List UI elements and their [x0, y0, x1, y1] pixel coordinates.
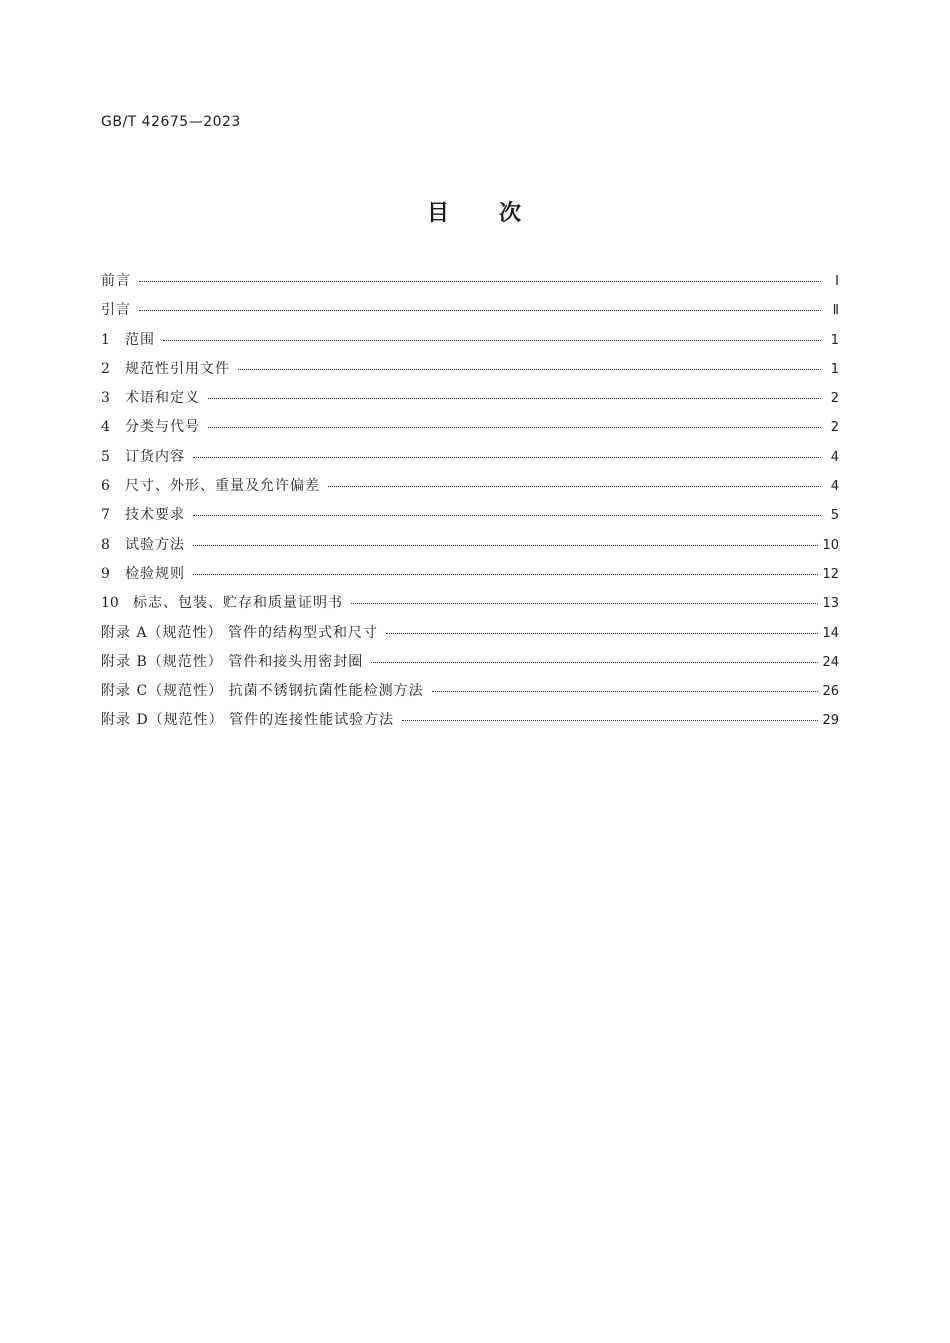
toc-entry[interactable]: [101, 416, 839, 445]
toc-entry-label: 附录 C（规范性） 抗菌不锈钢抗菌性能检测方法: [101, 683, 424, 700]
toc-entry-label: 附录 A（规范性） 管件的结构型式和尺寸: [101, 624, 379, 641]
toc-entry-page: 2: [830, 391, 839, 407]
toc-entry-page: 12: [822, 566, 839, 582]
toc-entry-label: 分类与代号: [125, 419, 200, 436]
toc-entry-number: 6: [101, 478, 110, 495]
toc-entry-number: 4: [101, 419, 110, 436]
toc-entry-page: 2: [830, 420, 839, 436]
toc-entry-page: 24: [822, 654, 839, 670]
toc-entry-page: 5: [830, 508, 839, 524]
toc-entry[interactable]: [101, 651, 839, 680]
toc-list: [101, 270, 839, 739]
dot-leader: [371, 661, 818, 663]
dot-leader: [193, 514, 821, 516]
toc-entry-label: 尺寸、外形、重量及允许偏差: [125, 478, 320, 495]
toc-entry-label: 引言: [101, 302, 131, 319]
toc-entry[interactable]: [101, 329, 839, 358]
standard-code: GB/T 42675—2023: [101, 114, 241, 130]
toc-entry-page: 26: [822, 684, 839, 700]
toc-entry-label: 试验方法: [125, 536, 185, 553]
toc-entry-page: 13: [822, 596, 839, 612]
toc-entry-number: 9: [101, 565, 110, 582]
dot-leader: [432, 690, 819, 692]
toc-entry-number: 8: [101, 536, 110, 553]
dot-leader: [328, 485, 821, 487]
toc-title-part2: 次: [499, 201, 524, 226]
toc-entry-label: 附录 D（规范性） 管件的连接性能试验方法: [101, 712, 395, 729]
toc-entry-page: 29: [822, 713, 839, 729]
toc-entry[interactable]: [101, 534, 839, 563]
toc-entry-label: 附录 B（规范性） 管件和接头用密封圈: [101, 653, 364, 670]
toc-entry[interactable]: [101, 358, 839, 387]
dot-leader: [139, 280, 821, 282]
toc-entry-page: 4: [830, 479, 839, 495]
dot-leader: [402, 719, 818, 721]
toc-entry-number: 3: [101, 390, 110, 407]
toc-entry[interactable]: [101, 504, 839, 533]
toc-entry[interactable]: [101, 680, 839, 709]
toc-entry-label: 标志、包装、贮存和质量证明书: [133, 595, 343, 612]
toc-entry[interactable]: [101, 709, 839, 738]
toc-entry-label: 检验规则: [125, 565, 185, 582]
toc-entry[interactable]: [101, 563, 839, 592]
toc-entry-number: 7: [101, 507, 110, 524]
toc-entry[interactable]: [101, 446, 839, 475]
toc-entry-number: 1: [101, 331, 110, 348]
dot-leader: [139, 309, 821, 311]
toc-entry-number: 10: [101, 595, 119, 612]
toc-entry-page: 1: [830, 332, 839, 348]
toc-entry-page: Ⅰ: [835, 274, 839, 289]
toc-entry-label: 技术要求: [125, 507, 185, 524]
toc-entry-label: 订货内容: [125, 448, 185, 465]
toc-entry[interactable]: [101, 270, 839, 299]
toc-entry[interactable]: [101, 387, 839, 416]
toc-title: [0, 196, 950, 227]
dot-leader: [193, 573, 818, 575]
toc-entry-page: 10: [822, 537, 839, 553]
toc-entry-label: 术语和定义: [125, 390, 200, 407]
dot-leader: [238, 368, 821, 370]
toc-entry[interactable]: [101, 592, 839, 621]
dot-leader: [351, 602, 818, 604]
dot-leader: [163, 339, 821, 341]
toc-entry-page: 1: [830, 361, 839, 377]
toc-title-part1: 目: [426, 201, 451, 226]
toc-entry-label: 范围: [125, 331, 155, 348]
toc-entry[interactable]: [101, 622, 839, 651]
toc-entry-number: 2: [101, 360, 110, 377]
toc-entry-page: Ⅱ: [832, 303, 839, 319]
dot-leader: [193, 456, 821, 458]
toc-entry-page: 4: [830, 449, 839, 465]
dot-leader: [208, 397, 821, 399]
dot-leader: [193, 544, 818, 546]
toc-entry[interactable]: [101, 475, 839, 504]
toc-entry-page: 14: [822, 625, 839, 641]
toc-entry[interactable]: [101, 299, 839, 328]
dot-leader: [386, 632, 818, 634]
toc-entry-number: 5: [101, 448, 110, 465]
dot-leader: [208, 426, 821, 428]
toc-entry-label: 规范性引用文件: [125, 360, 230, 377]
toc-entry-label: 前言: [101, 273, 131, 289]
